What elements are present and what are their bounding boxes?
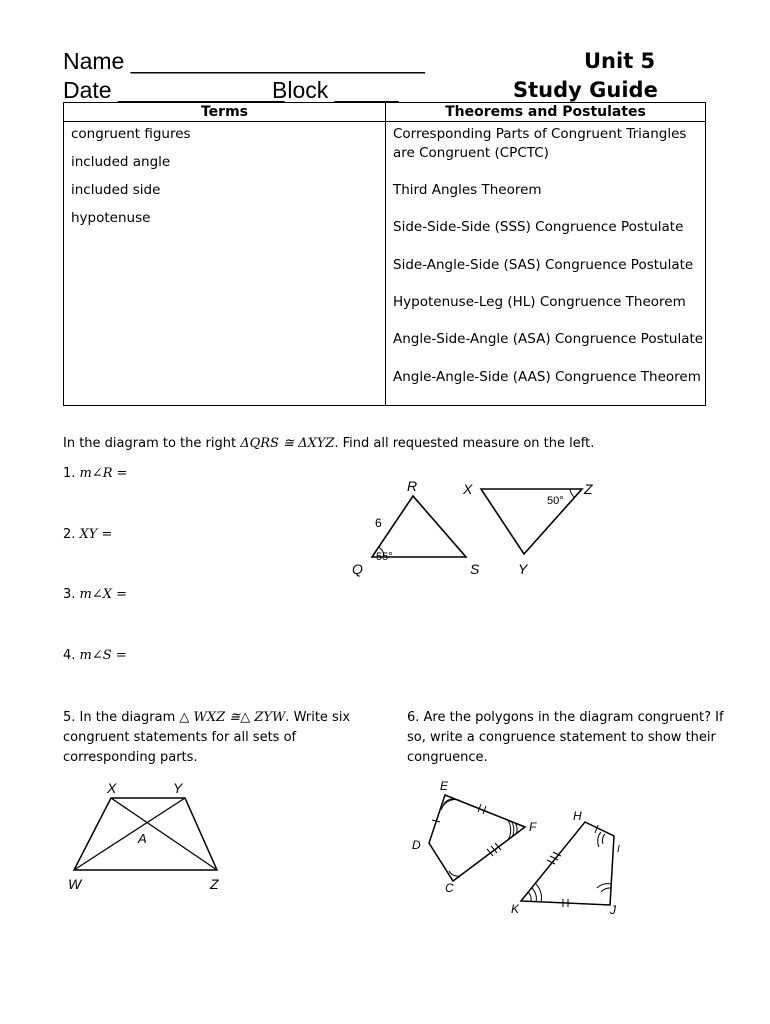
- angle-q-measure: 55°: [376, 551, 393, 563]
- intro-text: [63, 436, 594, 451]
- label-k: K: [511, 902, 520, 916]
- label-d: D: [412, 838, 421, 852]
- intro-before: In the diagram to the right: [63, 436, 241, 451]
- side-qr-length: 6: [375, 516, 382, 530]
- intro-math: ΔQRS ≅ ΔXYZ: [240, 436, 335, 451]
- diagonal-wy: [74, 798, 185, 870]
- term-item: included side: [71, 182, 161, 198]
- label-z: Z: [584, 481, 593, 497]
- theorem-item: are Congruent (CPCTC): [393, 145, 549, 161]
- terms-list: [64, 122, 385, 405]
- label-c: C: [445, 881, 454, 895]
- page-title: Study Guide: [513, 78, 658, 102]
- theorem-item: Angle-Angle-Side (AAS) Congruence Theorem: [393, 369, 701, 385]
- label-q: Q: [352, 561, 363, 577]
- block-line: Block _____: [272, 77, 399, 103]
- question-3: 3. m∠X =: [63, 587, 128, 602]
- label-a: A: [138, 831, 147, 846]
- name-line: Name _______________________: [63, 48, 425, 74]
- label-j: J: [610, 903, 616, 917]
- quadrilateral-efcd: [429, 795, 525, 881]
- label-y: Y: [518, 561, 528, 577]
- triangle-xyz: [481, 489, 582, 554]
- question-5: 5. In the diagram △ WXZ ≅△ ZYW. Write six congruent statements for all sets of corresponding parts.: [63, 710, 351, 765]
- intro-after: . Find all requested measure on the left.: [334, 436, 595, 451]
- trapezoid-wxyz-figure: [60, 776, 240, 894]
- question-2: 2. XY =: [63, 527, 113, 542]
- terms-header: Terms: [64, 103, 386, 122]
- label-e: E: [440, 779, 449, 793]
- term-item: included angle: [71, 154, 171, 170]
- quadrilaterals-figure: [405, 778, 635, 920]
- question-6: 6. Are the polygons in the diagram congruent? If so, write a congruence statement to show their congruence.: [407, 710, 724, 765]
- label-x: X: [107, 780, 117, 796]
- theorems-header: Theorems and Postulates: [386, 103, 706, 122]
- label-r: R: [407, 478, 418, 494]
- label-y: Y: [173, 780, 183, 796]
- triangles-qrs-xyz-figure: [340, 474, 620, 582]
- term-item: congruent figures: [71, 126, 191, 142]
- theorem-item: Angle-Side-Angle (ASA) Congruence Postulate: [393, 331, 704, 347]
- label-w: W: [68, 876, 82, 892]
- label-h: H: [573, 809, 582, 823]
- theorem-item: Hypotenuse-Leg (HL) Congruence Theorem: [393, 294, 686, 310]
- angle-z-measure: 50°: [547, 495, 564, 507]
- label-x: X: [463, 481, 473, 497]
- theorem-item: Side-Side-Side (SSS) Congruence Postulate: [393, 219, 684, 235]
- terms-theorems-table: [63, 102, 706, 406]
- label-z: Z: [210, 876, 219, 892]
- theorem-item: Third Angles Theorem: [393, 182, 542, 198]
- question-1: 1. m∠R =: [63, 466, 128, 481]
- label-s: S: [470, 561, 480, 577]
- question-4: 4. m∠S =: [63, 648, 127, 663]
- unit-label: Unit 5: [584, 49, 656, 73]
- label-f: F: [529, 820, 537, 834]
- triangle-qrs: [372, 496, 466, 557]
- date-line: Date _____________: [63, 77, 285, 103]
- angle-z-arc: [570, 489, 575, 497]
- label-i: I: [617, 844, 620, 855]
- term-item: hypotenuse: [71, 210, 151, 226]
- theorem-item: Side-Angle-Side (SAS) Congruence Postulate: [393, 257, 694, 273]
- theorems-list: [386, 122, 705, 405]
- theorem-item: Corresponding Parts of Congruent Triangles: [393, 126, 687, 142]
